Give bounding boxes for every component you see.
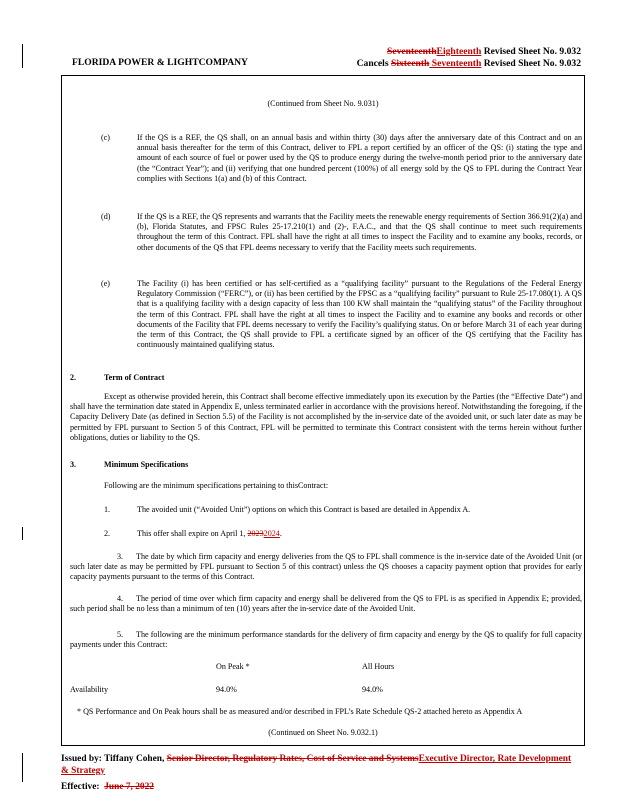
item-d-text: If the QS is a REF, the QS represents and warrants that the Facility meets the renewable energy requirements of Section 366.91(2)(a) and (b), Florida Statutes, and FPSC Rules 25-17.210(1) and (2)-, F.A.C., and that the QS shall continue to meet such requirements throughout the term of this Contract. FPL shall have the right at all times to inspect the Facility and to examine any books, records, or other documents of the QS that FPL deems necessary to verify that the Facility meets such requirements.	[137, 212, 582, 252]
table-value-on-peak: 94.0%	[216, 685, 237, 694]
company-name: FLORIDA POWER & LIGHTCOMPANY	[72, 57, 248, 68]
section-2-title: Term of Contract	[104, 373, 165, 382]
issued-deleted-title: Senior Director, Regulatory Rates, Cost of Service and Systems	[166, 754, 419, 764]
issued-inserted-title: Executive Director, Rate Development & Strategy	[61, 754, 572, 776]
section-2-number: 2.	[70, 373, 77, 382]
issued-by	[61, 754, 581, 777]
item-e-text: The Facility (i) has been certified or has self-certified as a “qualifying facility” pursuant to the Regulations of the Federal Energy Regulatory Commission (“FERC”), or (ii) has been certified by the FPSC as a “qualifying facility” pursuant to Rule 25-17.080(1). A QS that is a qualifying facility with a design capacity of less than 100 KW shall maintain the “qualifying status” of the Facility throughout the term of this Contract. FPL shall have the right at all times to inspect the Facility and to examine any books and records or other documents of the Facility that FPL deems necessary to verify the Facility’s qualifying status. On or before March 31 of each year during the term of this Contract, the QS shall provide to FPL a certificate signed by an officer of the QS certifying that the Facility has continuously maintained qualifying status.	[137, 279, 582, 350]
cancels-sheet-number	[357, 58, 581, 69]
change-bar-spec2	[22, 527, 23, 540]
spec-1-number: 1.	[104, 505, 111, 514]
spec-2-prefix: This offer shall expire on April 1,	[137, 529, 248, 538]
table-col-all-hours: All Hours	[362, 662, 395, 671]
spec-3-text: The date by which firm capacity and energy deliveries from the QS to FPL shall commence is the in-service date of the Avoided Unit (or such later date as may be permitted by FPL pursuant to Section 5 of this contract) unless the QS chooses a capacity payment option that provides for early capacity payments pursuant to the terms of this Contract.	[70, 552, 582, 582]
spec-2-suffix: .	[279, 529, 282, 538]
spec-4-number: 4.	[117, 594, 124, 603]
table-row-availability: Availability	[70, 685, 109, 694]
item-c-text: If the QS is a REF, the QS shall, on an annual basis and within thirty (30) days after the anniversary date of this Contract and on an annual basis thereafter for the term of this Contract, deliver to FPL a report certified by an officer of the QS: (i) stating the type and amount of each source of fuel or power used by the QS to produce energy during the twelve-month period prior to the anniversary date (the “Contract Year”); and (ii) verifying that one hundred percent (100%) of all energy sold by the QS to FPL during the Contract Year complies with Sections 1(a) and (b) of this Contract.	[137, 133, 582, 183]
continued-on: (Continued on Sheet No. 9.032.1)	[268, 728, 378, 737]
spec-5-text: The following are the minimum performance standards for the delivery of firm capacity and energy by the QS to qualify for full capacity payments under this Contract:	[70, 630, 582, 650]
sheet-number	[387, 46, 581, 57]
sheet-deleted: Seventeenth	[386, 46, 437, 57]
change-bar-header	[22, 44, 23, 68]
spec-5-number: 5.	[117, 630, 124, 639]
spec-2-number: 2.	[104, 529, 111, 538]
cancels-rest: Revised Sheet No. 9.032	[481, 58, 581, 69]
sheet-rest: Revised Sheet No. 9.032	[481, 46, 581, 57]
spec-2-inserted-year: 2024	[263, 529, 280, 538]
spec-4-text: The period of time over which firm capacity and energy shall be delivered from the QS to FPL is as specified in Appendix E; provided, such period shall be no less than a minimum of ten (10) years after the in-service date of the Avoided Unit.	[70, 594, 582, 614]
section-2-text: Except as otherwise provided herein, this Contract shall become effective immediately upon its execution by the Parties (the “Effective Date”) and shall have the termination date stated in Appendix E, unless terminated earlier in accordance with the provisions hereof. Notwithstanding the foregoing, if the Capacity Delivery Date (as defined in Section 5.5) of the Facility is not accomplished by the in-service date of the avoided unit, or such later date as may be permitted by FPL pursuant to Section 5 of this Contract, FPL will be permitted to terminate this Contract consistent with the terms herein without further obligations, duties or liability to the QS.	[70, 392, 582, 442]
cancels-inserted: Seventeenth	[429, 58, 482, 69]
sheet-inserted: Eighteenth	[436, 46, 482, 57]
section-3-title: Minimum Specifications	[104, 460, 189, 469]
cancels-prefix: Cancels	[356, 58, 391, 69]
item-d-label: (d)	[101, 212, 111, 221]
cancels-deleted: Sixteenth	[390, 58, 430, 69]
issued-name: Tiffany Cohen,	[101, 754, 167, 764]
item-e-label: (e)	[101, 279, 110, 288]
spec-3-number: 3.	[117, 552, 124, 561]
spec-2-deleted-year: 2023	[247, 529, 264, 538]
item-c-label: (c)	[101, 133, 110, 142]
issued-label: Issued by:	[61, 754, 102, 764]
continued-from: (Continued from Sheet No. 9.031)	[267, 99, 379, 108]
footnote: * QS Performance and On Peak hours shall be as measured and/or described in FPL’s Rate Schedule QS-2 attached hereto as Appendix A	[77, 707, 523, 716]
effective-label: Effective:	[61, 782, 100, 792]
spec-1-text: The avoided unit (“Avoided Unit”) options on which this Contract is based are detailed in Appendix A.	[137, 505, 471, 514]
section-3-number: 3.	[70, 460, 77, 469]
effective-deleted-date: June 7, 2022	[104, 782, 154, 792]
spec-2-text	[137, 529, 282, 539]
effective-date	[61, 782, 154, 792]
table-value-all-hours: 94.0%	[362, 685, 383, 694]
change-bar-footer	[22, 753, 23, 782]
table-col-on-peak: On Peak *	[216, 662, 250, 671]
section-3-intro: Following are the minimum specifications pertaining to thisContract:	[104, 481, 329, 490]
